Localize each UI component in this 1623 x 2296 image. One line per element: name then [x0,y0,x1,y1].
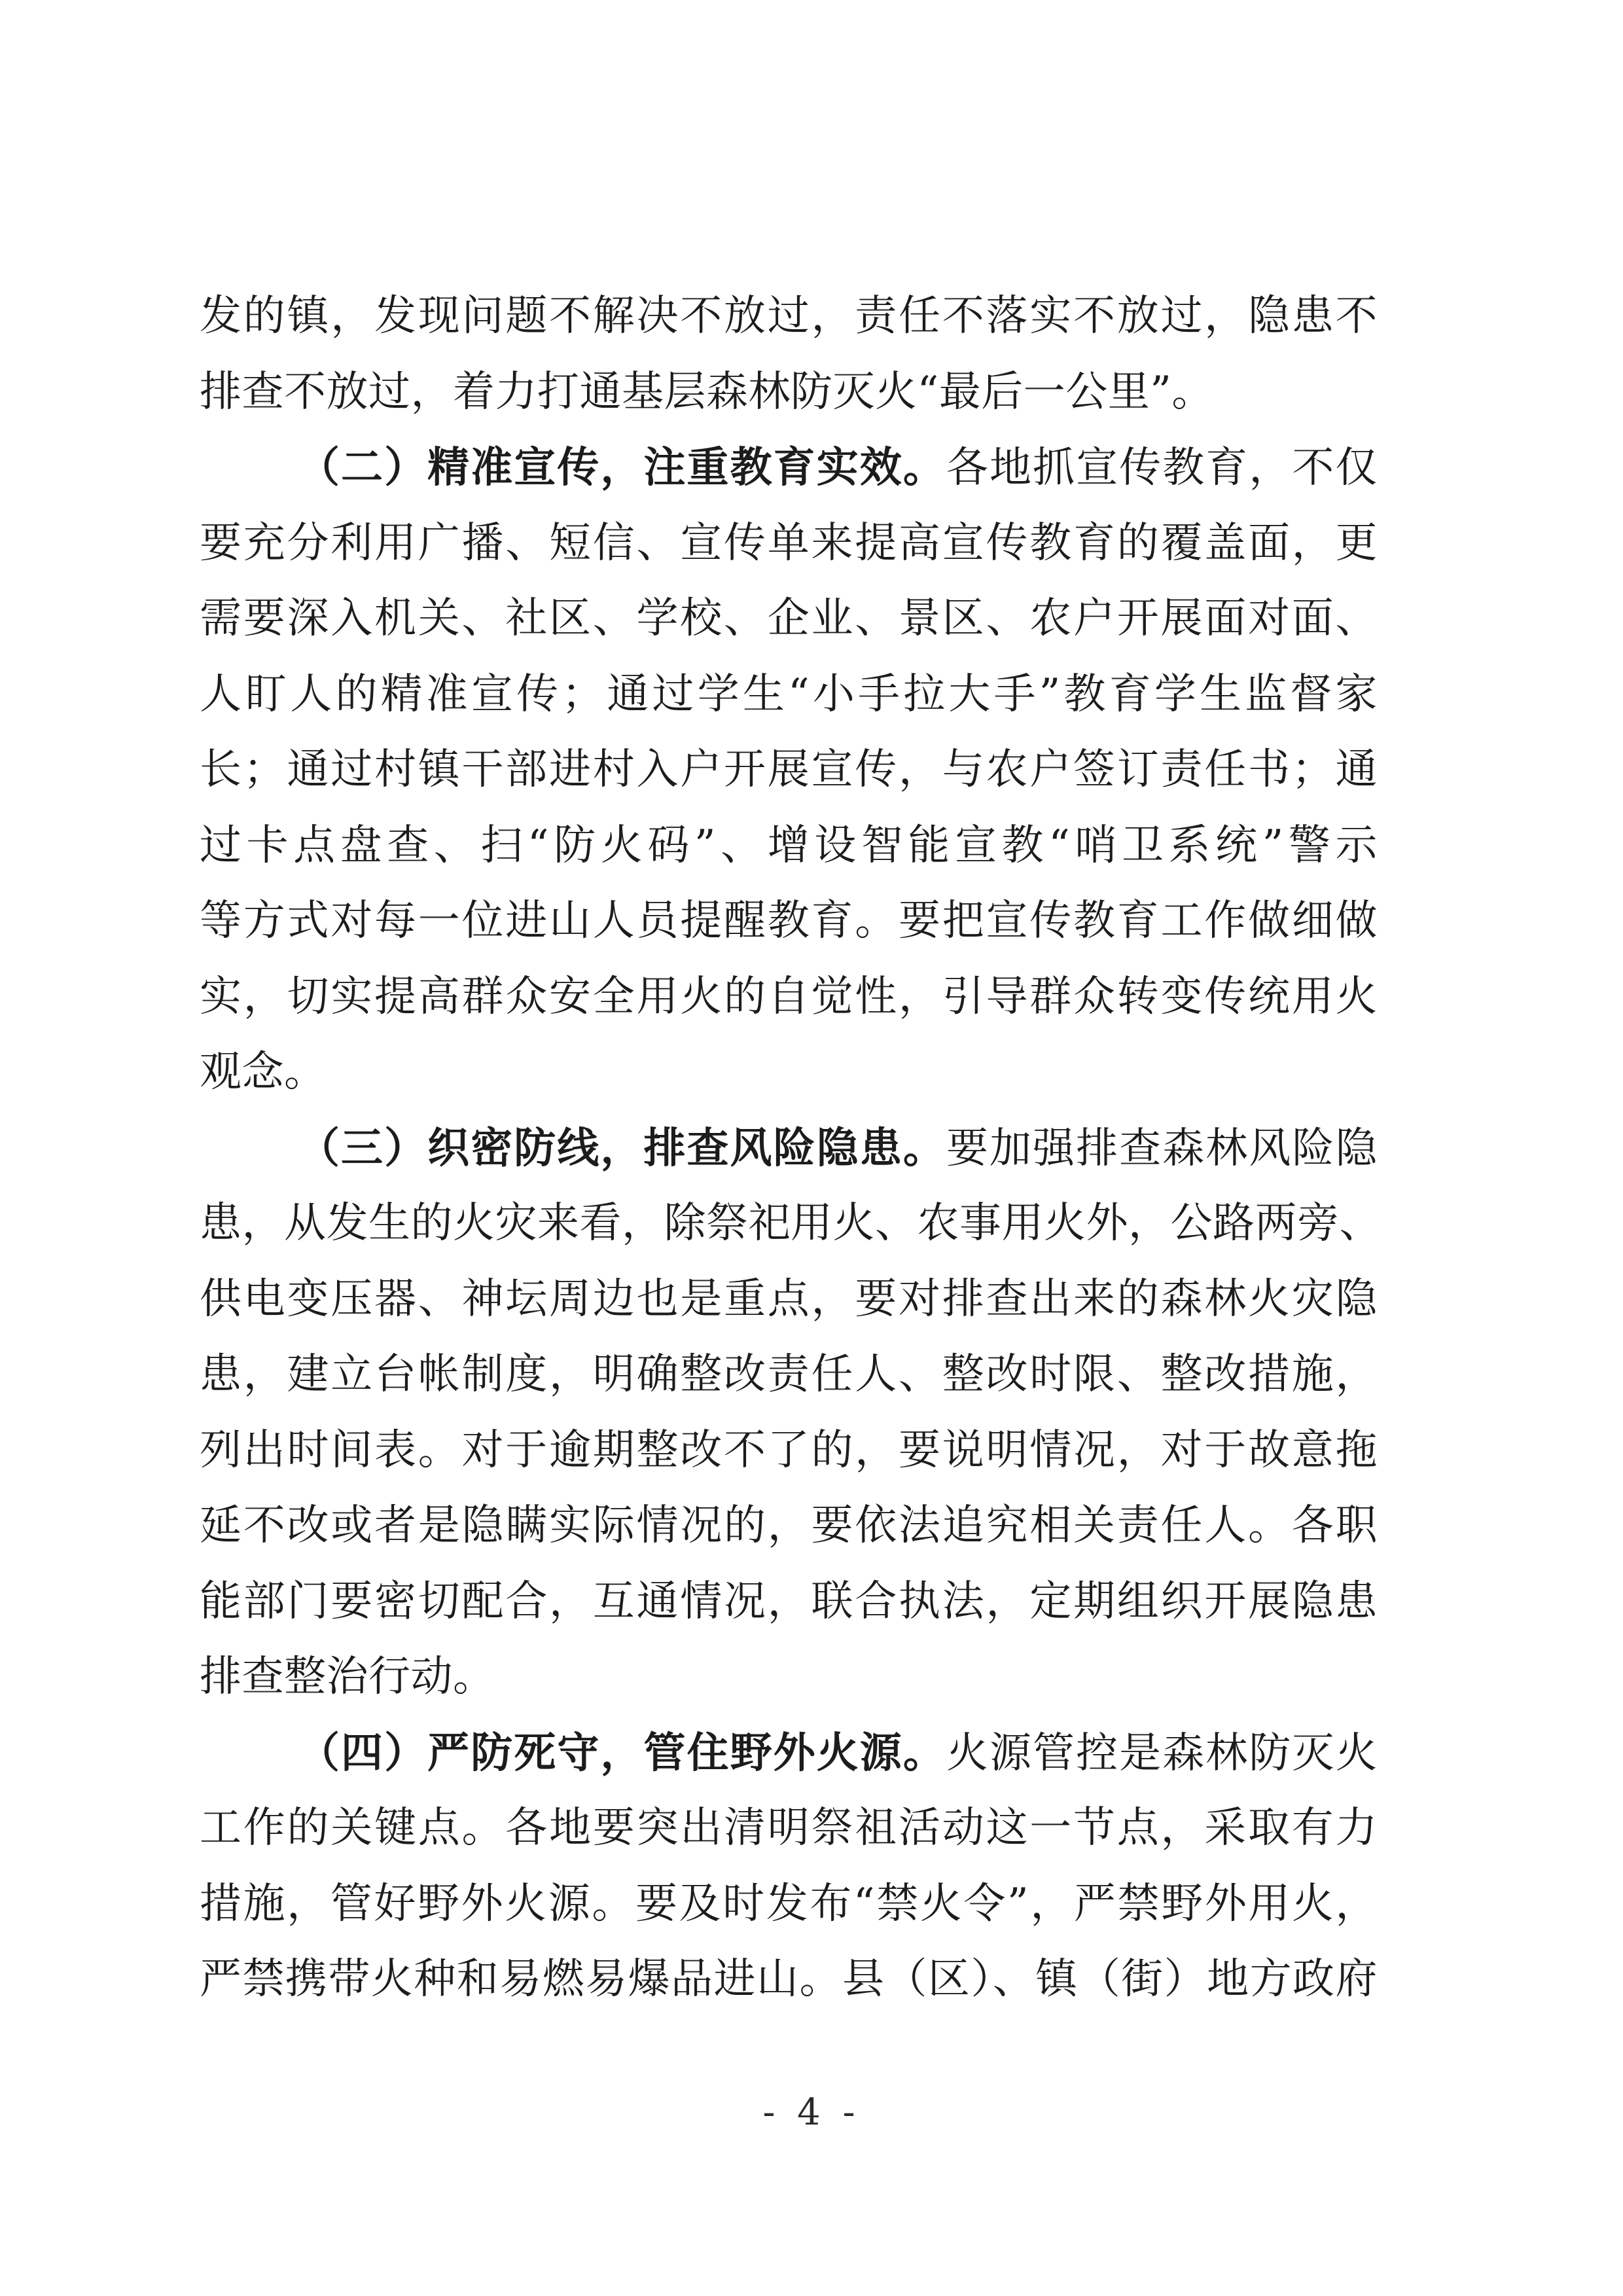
text-line-7: 长；通过村镇干部进村入户开展宣传，与农户签订责任书；通 [200,745,1378,794]
text-line-9: 等方式对每一位进山人员提醒教育。要把宣传教育工作做细做 [200,897,1378,945]
text-line-4: 要充分利用广播、短信、宣传单来提高宣传教育的覆盖面，更 [200,518,1378,567]
section-2-lead-text: 各地抓宣传教育，不仅 [946,444,1378,492]
text-line-11: 观念。 [200,1048,327,1096]
text-line-14: 供电变压器、神坛周边也是重点，要对排查出来的森林火灾隐 [200,1274,1378,1323]
section-3-first-line [200,1111,1378,1187]
text-line-23: 严禁携带火种和易燃易爆品进山。县（区）、镇（街）地方政府 [200,1955,1378,2003]
section-4-first-line [200,1715,1378,1791]
section-3-heading: （三）织密防线，排查风险隐患。 [298,1123,946,1173]
text-line-15: 患，建立台帐制度，明确整改责任人、整改时限、整改措施， [200,1350,1378,1399]
section-3-lead-text: 要加强排查森林风险隐 [946,1124,1378,1173]
text-line-22: 措施，管好野外火源。要及时发布“禁火令”，严禁野外用火， [200,1879,1378,1928]
text-line-2: 排查不放过，着力打通基层森林防灭火“最后一公里”。 [200,367,1214,416]
text-line-5: 需要深入机关、社区、学校、企业、景区、农户开展面对面、 [200,594,1378,643]
text-line-10: 实，切实提高群众安全用火的自觉性，引导群众转变传统用火 [200,972,1378,1021]
section-2-first-line [200,430,1378,506]
text-line-19: 排查整治行动。 [200,1653,495,1701]
body-text [200,279,1382,2018]
text-line-16: 列出时间表。对于逾期整改不了的，要说明情况，对于故意拖 [200,1426,1378,1475]
text-line-17: 延不改或者是隐瞒实际情况的，要依法追究相关责任人。各职 [200,1501,1378,1550]
text-line-1: 发的镇，发现问题不解决不放过，责任不落实不放过，隐患不 [200,292,1378,340]
text-line-6: 人盯人的精准宣传；通过学生“小手拉大手”教育学生监督家 [200,670,1378,719]
text-line-21: 工作的关键点。各地要突出清明祭祖活动这一节点，采取有力 [200,1804,1378,1852]
text-line-18: 能部门要密切配合，互通情况，联合执法，定期组织开展隐患 [200,1577,1378,1626]
section-4-lead-text: 火源管控是森林防灭火 [946,1729,1378,1778]
page-number: - 4 - [762,2091,861,2134]
text-line-8: 过卡点盘查、扫“防火码”、增设智能宣教“哨卫系统”警示 [200,821,1378,870]
section-4-heading: （四）严防死守，管住野外火源。 [298,1728,946,1778]
text-line-13: 患，从发生的火灾来看，除祭祀用火、农事用火外，公路两旁、 [200,1199,1382,1247]
section-2-heading: （二）精准宣传，注重教育实效。 [298,443,946,492]
